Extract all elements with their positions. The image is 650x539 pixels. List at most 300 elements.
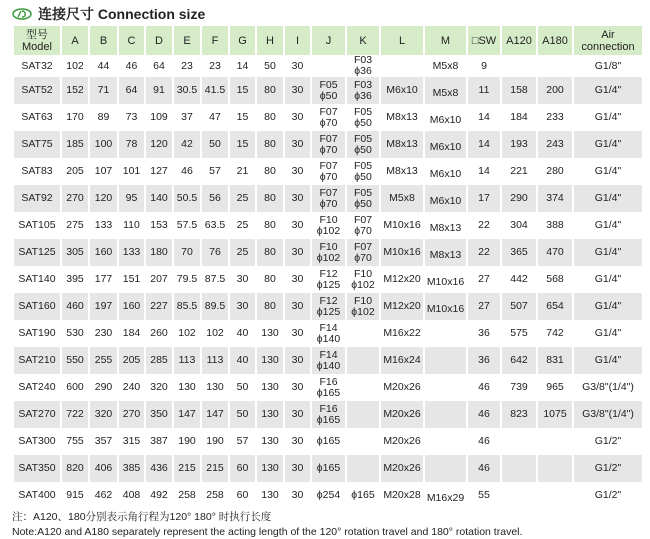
table-cell [256,374,284,401]
cell-value: SAT92 [21,192,53,204]
cell-value: 25 [236,246,249,258]
table-cell [311,320,346,347]
table-cell [173,320,201,347]
table-row [13,185,642,212]
table-cell [229,131,256,158]
cell-value: 470 [546,246,564,258]
cell-value: 56 [209,192,221,204]
table-cell [284,131,311,158]
table-cell [424,266,467,293]
cell-value: 550 [66,354,84,366]
cell-value: 40 [236,327,249,339]
model-cell [13,347,61,374]
cell-value: M8x13 [429,248,462,261]
table-cell [201,77,229,104]
cell-value: ϕ165 [316,413,341,426]
table-cell [284,293,311,320]
cell-value: ϕ50 [319,89,338,102]
cell-value: 177 [94,273,113,285]
table-cell [311,131,346,158]
cell-value: 23 [181,59,193,72]
table-cell [467,131,501,158]
cell-value: 30 [291,59,304,72]
table-cell [256,428,284,455]
logo-icon [12,8,32,20]
model-cell [13,482,61,509]
table-cell [201,212,229,239]
table-cell [311,212,346,239]
cell-value: 27 [478,273,490,285]
table-cell [573,266,642,293]
cell-value: 30 [236,273,249,285]
table-cell [346,55,380,77]
table-row [13,320,642,347]
table-cell [145,131,173,158]
cell-value: 320 [150,381,168,393]
cell-value: 193 [510,138,528,150]
cell-value: 110 [123,219,140,231]
table-cell [145,239,173,266]
table-cell [501,347,537,374]
cell-value: ϕ36 [354,89,372,102]
table-cell [118,77,145,104]
cell-value: 130 [261,489,279,501]
table-cell [89,293,118,320]
cell-value: M20x26 [383,408,421,420]
cell-value: M6x10 [429,113,462,126]
table-cell [89,266,118,293]
table-cell [537,293,573,320]
table-cell [284,104,311,131]
cell-value: 30 [291,219,304,231]
cell-value: ϕ70 [319,143,338,156]
header-label: □SW [471,34,497,47]
cell-value: G1/2" [594,435,622,447]
cell-value: 109 [150,111,168,123]
column-header [145,26,173,55]
header-label: connection [581,40,635,53]
cell-value: 280 [546,165,564,177]
table-cell [256,77,284,104]
table-cell [61,158,89,185]
table-cell [284,185,311,212]
table-cell [424,320,467,347]
table-cell [256,347,284,374]
table-cell [229,185,256,212]
cell-value: G1/4" [594,84,622,96]
table-cell [145,347,173,374]
cell-value: 230 [94,327,113,339]
table-cell [61,320,89,347]
table-cell [173,401,201,428]
table-cell [173,428,201,455]
cell-value: M10x16 [426,275,465,288]
table-cell [380,77,424,104]
cell-value: 102 [206,327,224,339]
table-cell [467,212,501,239]
header-label: L [398,34,406,47]
table-cell [467,428,501,455]
table-cell [501,374,537,401]
cell-value: 130 [261,435,279,447]
cell-value: 42 [181,138,193,150]
cell-value: 85.5 [176,300,198,312]
cell-value: ϕ140 [316,332,341,345]
table-cell [424,185,467,212]
cell-value: 207 [150,273,168,285]
header-label: G [238,34,247,47]
cell-value: F14 [319,321,338,334]
table-cell [229,266,256,293]
table-cell [346,239,380,266]
table-cell [467,401,501,428]
table-cell [201,401,229,428]
note-english: Note:A120 and A180 separately represent the acting length of the 120° rotation travel and 180° rotation travel. [12,526,523,538]
table-cell [537,320,573,347]
table-row [13,374,642,401]
column-header [424,26,467,55]
cell-value: 27 [478,300,490,312]
table-cell [201,266,229,293]
cell-value: 80 [264,273,276,285]
column-header [467,26,501,55]
table-cell [229,104,256,131]
table-cell [380,293,424,320]
table-cell [311,266,346,293]
table-cell [89,428,118,455]
cell-value: 87.5 [204,273,226,285]
table-cell [201,455,229,482]
cell-value: SAT400 [18,489,56,501]
model-cell [13,104,61,131]
cell-value: F07 [319,159,338,172]
table-cell [467,320,501,347]
table-cell [573,374,642,401]
table-cell [501,293,537,320]
cell-value: G1/2" [594,462,622,474]
table-cell [380,482,424,509]
cell-value: M12x20 [383,300,421,312]
column-header [346,26,380,55]
table-cell [89,185,118,212]
cell-value: 190 [206,435,224,447]
table-cell [256,482,284,509]
table-cell [284,428,311,455]
cell-value: 831 [546,354,564,366]
cell-value: 152 [66,84,84,96]
cell-value: 915 [66,489,84,501]
cell-value: F05 [319,78,338,91]
cell-value: ϕ102 [316,224,341,237]
cell-value: SAT350 [18,462,56,474]
table-cell [89,55,118,77]
cell-value: 30 [291,111,304,123]
cell-value: 80 [264,300,276,312]
cell-value: F12 [319,294,338,307]
table-cell [61,266,89,293]
table-cell [118,482,145,509]
table-cell [537,374,573,401]
table-cell [501,104,537,131]
table-row [13,158,642,185]
cell-value: 15 [236,111,249,123]
cell-value: 36 [478,327,490,339]
cell-value: 30 [291,408,304,420]
table-cell [467,293,501,320]
cell-value: ϕ36 [354,65,372,77]
table-cell [284,347,311,374]
table-cell [173,131,201,158]
model-cell [13,185,61,212]
cell-value: 47 [209,111,221,123]
cell-value: G1/4" [594,246,622,258]
table-cell [229,455,256,482]
column-header [61,26,89,55]
connection-size-table [12,26,642,509]
cell-value: SAT190 [18,327,56,339]
table-cell [573,428,642,455]
table-cell [573,239,642,266]
table-cell [173,104,201,131]
table-cell [424,104,467,131]
cell-value: 30 [291,354,304,366]
cell-value: M20x26 [383,462,421,474]
table-cell [256,212,284,239]
cell-value: 80 [264,246,276,258]
table-cell [467,158,501,185]
table-cell [201,374,229,401]
table-cell [311,401,346,428]
cell-value: F05 [353,105,373,118]
cell-value: 460 [66,300,84,312]
cell-value: ϕ125 [316,278,341,291]
cell-value: 80 [264,138,276,150]
cell-value: SAT52 [21,84,53,96]
table-cell [346,158,380,185]
table-cell [467,55,501,77]
table-cell [61,347,89,374]
table-cell [201,347,229,374]
cell-value: ϕ165 [316,462,341,474]
cell-value: 350 [150,408,168,420]
table-cell [380,158,424,185]
table-cell [118,401,145,428]
table-cell [573,455,642,482]
cell-value: 46 [181,165,193,177]
cell-value: ϕ254 [316,489,341,501]
cell-value: G1/4" [594,273,622,285]
cell-value: 130 [261,327,279,339]
table-cell [118,239,145,266]
table-cell [284,320,311,347]
cell-value: 160 [94,246,113,258]
table-cell [346,266,380,293]
cell-value: 46 [478,435,490,447]
cell-value: M6x10 [429,167,462,180]
table-cell [573,320,642,347]
table-cell [173,212,201,239]
cell-value: SAT140 [18,273,56,285]
table-cell [501,158,537,185]
cell-value: 64 [153,59,165,72]
cell-value: 120 [150,138,168,150]
cell-value: 742 [546,327,564,339]
header-label: E [183,34,191,47]
table-cell [61,77,89,104]
cell-value: 30.5 [176,84,198,96]
cell-value: 492 [150,489,168,501]
header-label: A [71,34,79,47]
section-title [12,5,205,23]
cell-value: 388 [546,219,564,231]
table-cell [229,55,256,77]
cell-value: 57.5 [176,219,198,231]
cell-value: M6x10 [429,194,462,207]
cell-value: ϕ102 [351,278,375,291]
cell-value: M5x8 [432,59,459,72]
table-cell [346,320,380,347]
cell-value: 739 [510,381,528,393]
cell-value: 147 [178,408,196,420]
cell-value: 64 [125,84,138,96]
cell-value: 113 [206,354,224,366]
table-cell [201,428,229,455]
cell-value: M10x16 [426,302,465,315]
cell-value: 320 [94,408,113,420]
cell-value: M10x16 [383,219,421,231]
cell-value: 133 [122,246,141,258]
cell-value: 60 [236,489,249,501]
table-cell [573,77,642,104]
table-cell [229,428,256,455]
cell-value: 80 [264,84,276,96]
cell-value: 30 [291,462,304,474]
cell-value: M12x20 [383,273,421,285]
cell-value: 25 [236,192,249,204]
table-cell [501,401,537,428]
table-row [13,104,642,131]
table-cell [145,320,173,347]
table-cell [118,374,145,401]
cell-value: G3/8"(1/4") [582,408,634,420]
table-cell [311,374,346,401]
cell-value: 965 [546,381,564,393]
cell-value: 130 [206,381,224,393]
cell-value: 820 [66,462,84,474]
cell-value: SAT83 [21,165,53,177]
table-cell [501,239,537,266]
cell-value: 46 [478,462,490,474]
table-cell [173,158,201,185]
table-cell [118,293,145,320]
table-cell [229,77,256,104]
note-chinese: 注：A120、180分别表示角行程为120° 180° 时执行长度 [12,511,272,523]
cell-value: 133 [94,219,113,231]
cell-value: ϕ50 [354,197,372,210]
cell-value: 30 [291,246,304,258]
column-header [229,26,256,55]
cell-value: 63.5 [204,219,226,231]
table-cell [537,158,573,185]
table-cell [380,104,424,131]
cell-value: SAT270 [18,408,56,420]
table-cell [424,401,467,428]
table-cell [284,158,311,185]
table-cell [201,293,229,320]
cell-value: 205 [66,165,84,177]
table-cell [380,266,424,293]
cell-value: 80 [264,165,276,177]
table-cell [61,185,89,212]
cell-value: 240 [122,381,141,393]
cell-value: 160 [122,300,141,312]
cell-value: 304 [510,219,528,231]
cell-value: ϕ50 [354,143,372,156]
header-label: 型号 [26,28,48,41]
table-cell [573,131,642,158]
table-cell [346,347,380,374]
table-cell [346,401,380,428]
cell-value: G1/4" [594,111,622,123]
table-cell [89,77,118,104]
table-cell [173,455,201,482]
table-cell [467,374,501,401]
table-row [13,401,642,428]
model-cell [13,320,61,347]
table-cell [501,131,537,158]
cell-value: ϕ125 [316,305,341,318]
cell-value: 40 [236,354,249,366]
cell-value: ϕ70 [319,170,338,183]
table-cell [573,482,642,509]
cell-value: 50.5 [176,192,198,204]
table-row [13,455,642,482]
cell-value: 575 [510,327,528,339]
cell-value: 30 [291,192,304,204]
cell-value: 722 [66,408,84,420]
table-cell [284,55,311,77]
table-cell [537,347,573,374]
cell-value: 823 [510,408,528,420]
table-cell [118,104,145,131]
table-cell [173,239,201,266]
cell-value: 130 [178,381,196,393]
cell-value: SAT105 [18,219,56,231]
cell-value: M20x26 [383,435,421,447]
table-row [13,212,642,239]
table-cell [173,55,201,77]
cell-value: 130 [261,462,279,474]
table-cell [501,212,537,239]
table-cell [311,104,346,131]
cell-value: 102 [178,327,196,339]
cell-value: SAT300 [18,435,56,447]
cell-value: 36 [478,354,490,366]
table-cell [284,374,311,401]
table-cell [145,428,173,455]
cell-value: 89 [97,111,110,123]
cell-value: G1/4" [594,219,622,231]
cell-value: 15 [236,84,249,96]
cell-value: F07 [319,186,338,199]
cell-value: 233 [546,111,564,123]
table-cell [424,293,467,320]
table-cell [424,455,467,482]
table-cell [311,455,346,482]
header-label: F [211,34,219,47]
cell-value: ϕ140 [316,359,341,372]
table-cell [380,239,424,266]
